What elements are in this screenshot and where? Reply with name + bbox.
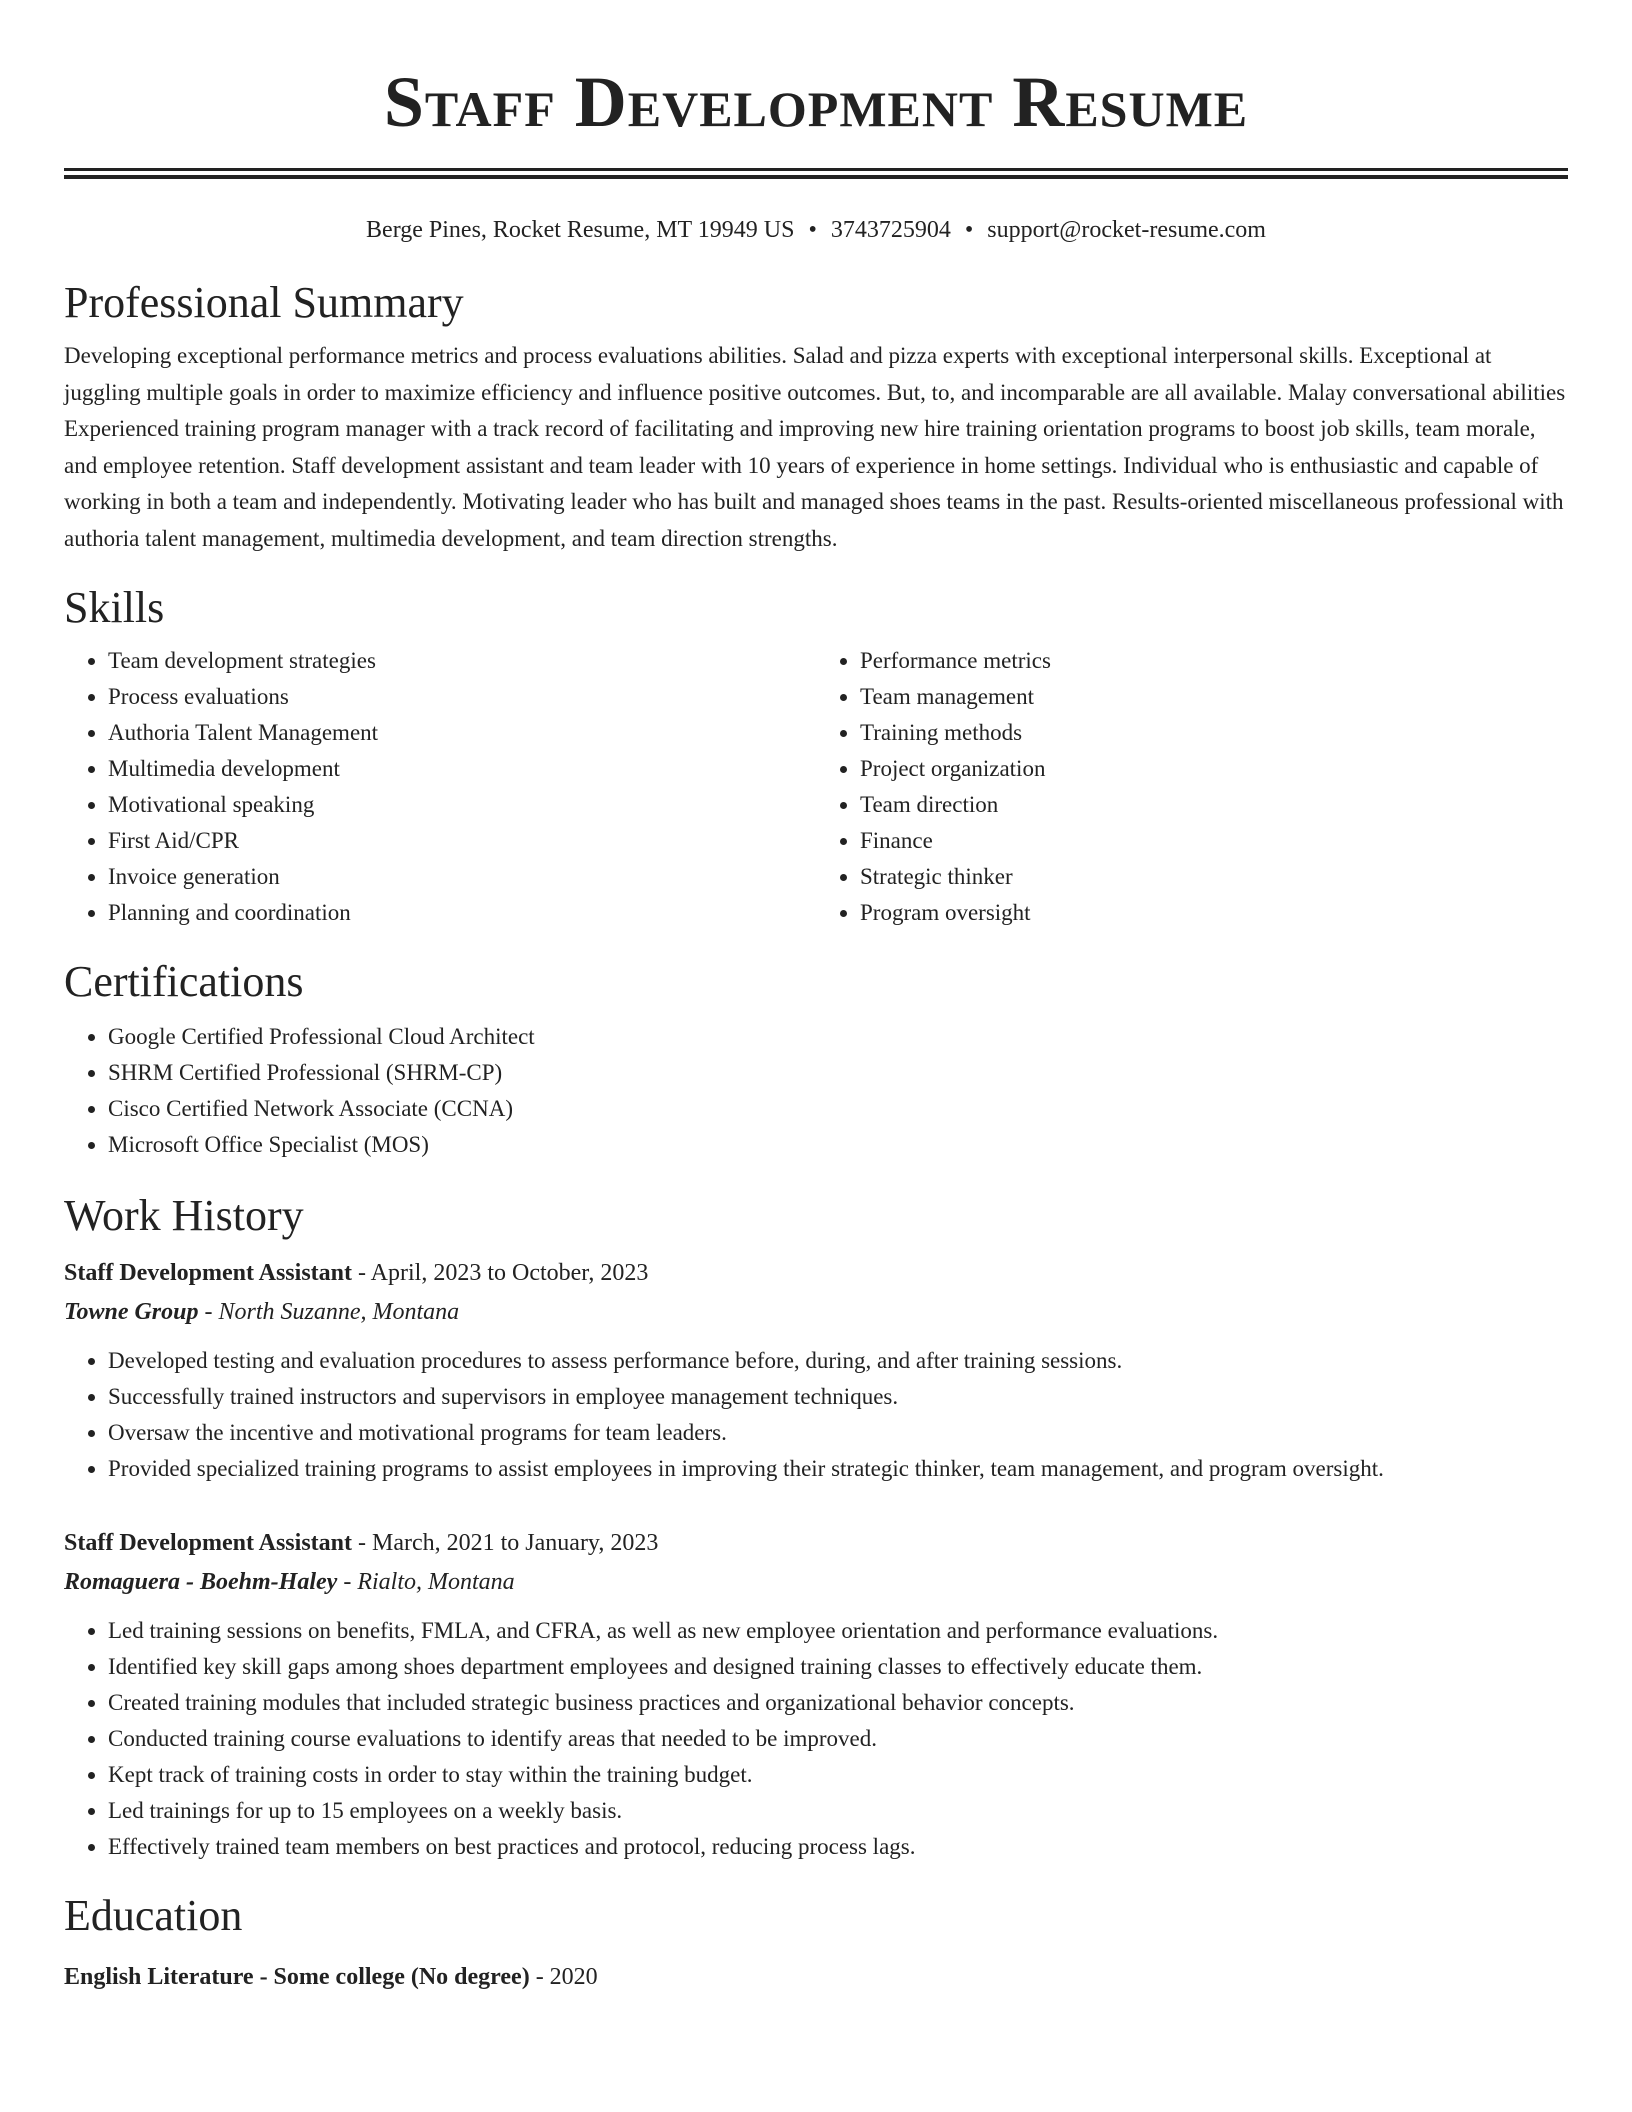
job-duty: • Conducted training course evaluations to identify areas that needed to be improved. (108, 1721, 1568, 1757)
job-duty: • Effectively trained team members on best practices and protocol, reducing process lags. (108, 1829, 1568, 1865)
job-duty: • Led trainings for up to 15 employees on a weekly basis. (108, 1793, 1568, 1829)
skill-item: • Team direction (860, 787, 1568, 823)
skill-item: • Authoria Talent Management (108, 715, 816, 751)
skill-item: • Invoice generation (108, 859, 816, 895)
skill-item: • Multimedia development (108, 751, 816, 787)
summary-text: Developing exceptional performance metrics and process evaluations abilities. Salad and pizza experts with exceptional interpersonal skills. Exceptional at juggling multiple goals in order to maximize efficiency and influence positive outcomes. But, to, and incomparable are all available. Malay conversational abilities Experienced training program manager with a track record of facilitating and improving new hire training orientation programs to boost job skills, team morale, and employee retention. Staff development assistant and team leader with 10 years of experience in home settings. Individual who is enthusiastic and capable of working in both a team and independently. Motivating leader who has built and managed shoes teams in the past. Results-oriented miscellaneous professional with authoria talent management, multimedia development, and team direction strengths. (64, 343, 1566, 551)
contact-separator: • (964, 217, 974, 243)
certification-item: • SHRM Certified Professional (SHRM-CP) (108, 1055, 1568, 1091)
certifications-list (64, 1019, 1568, 1163)
work-history-heading: Work History (64, 1191, 304, 1240)
job-location: - North Suzanne, Montana (198, 1299, 460, 1325)
skill-item: • Process evaluations (108, 679, 816, 715)
skill-item: • Program oversight (860, 895, 1568, 931)
skill-item: • Strategic thinker (860, 859, 1568, 895)
job-title: Staff Development Assistant (64, 1260, 352, 1286)
skill-item: • Training methods (860, 715, 1568, 751)
job-duty: • Kept track of training costs in order to stay within the training budget. (108, 1757, 1568, 1793)
education-heading: Education (64, 1891, 243, 1940)
contact-email: support@rocket-resume.com (987, 217, 1266, 243)
skill-item: • Finance (860, 823, 1568, 859)
skill-item: • Team development strategies (108, 643, 816, 679)
skill-item: • Performance metrics (860, 643, 1568, 679)
certifications-heading: Certifications (64, 957, 304, 1006)
job-duties-list (64, 1613, 1568, 1865)
education-degree: English Literature - Some college (No degree) (64, 1964, 530, 1990)
contact-address: Berge Pines, Rocket Resume, MT 19949 US (366, 217, 795, 243)
job-duty: • Identified key skill gaps among shoes department employees and designed training classes to effectively educate them. (108, 1649, 1568, 1685)
contact-phone: 3743725904 (830, 217, 951, 243)
education-year: - 2020 (529, 1964, 598, 1990)
job-header (64, 1523, 1568, 1563)
job-company: Romaguera - Boehm-Haley (64, 1569, 338, 1595)
skills-list-left (64, 643, 816, 931)
certification-item: • Cisco Certified Network Associate (CCNA) (108, 1091, 1568, 1127)
job-duty: • Provided specialized training programs to assist employees in improving their strategic thinker, team management, and program oversight. (108, 1451, 1568, 1487)
skills-columns (64, 643, 1568, 931)
job-header (64, 1253, 1568, 1293)
job-duty: • Oversaw the incentive and motivational programs for team leaders. (108, 1415, 1568, 1451)
skill-item: • Project organization (860, 751, 1568, 787)
skill-item: • Team management (860, 679, 1568, 715)
job-title: Staff Development Assistant (64, 1530, 352, 1556)
job-employer (64, 1293, 1568, 1331)
contact-line (64, 214, 1568, 246)
job-entry (64, 1253, 1568, 1487)
title-divider (64, 168, 1568, 179)
certification-item: • Microsoft Office Specialist (MOS) (108, 1127, 1568, 1163)
job-dates: - April, 2023 to October, 2023 (352, 1260, 649, 1286)
certification-item: • Google Certified Professional Cloud Architect (108, 1019, 1568, 1055)
job-duty: • Successfully trained instructors and supervisors in employee management techniques. (108, 1379, 1568, 1415)
job-location: - Rialto, Montana (337, 1569, 515, 1595)
skills-heading: Skills (64, 583, 165, 632)
contact-separator: • (808, 217, 817, 243)
job-entry (64, 1523, 1568, 1865)
education-entry (64, 1957, 1568, 1997)
skills-list-right (816, 643, 1568, 931)
page-title: Staff Development Resume (383, 62, 1249, 142)
job-duties-list (64, 1343, 1568, 1487)
job-company: Towne Group (64, 1299, 199, 1325)
skill-item: • Planning and coordination (108, 895, 816, 931)
job-dates: - March, 2021 to January, 2023 (352, 1530, 659, 1556)
job-duty: • Developed testing and evaluation procedures to assess performance before, during, and after training sessions. (108, 1343, 1568, 1379)
skill-item: • First Aid/CPR (108, 823, 816, 859)
skill-item: • Motivational speaking (108, 787, 816, 823)
summary-heading: Professional Summary (64, 278, 464, 327)
job-duty: • Led training sessions on benefits, FMLA, and CFRA, as well as new employee orientation and performance evaluations. (108, 1613, 1568, 1649)
job-duty: • Created training modules that included strategic business practices and organizational behavior concepts. (108, 1685, 1568, 1721)
job-employer (64, 1563, 1568, 1601)
